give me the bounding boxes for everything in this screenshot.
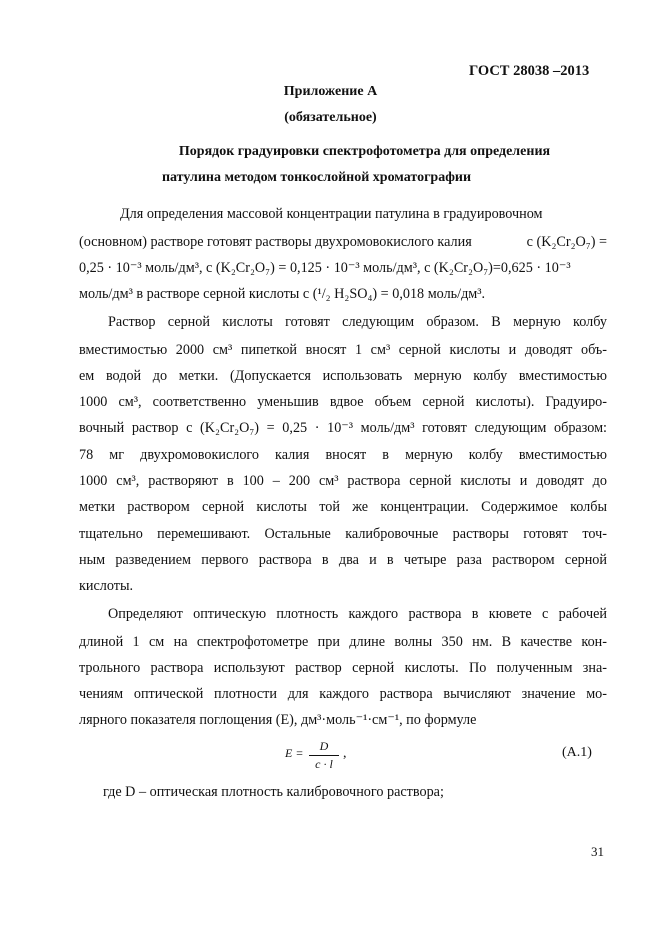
p3-line3: трольного раствора используют раствор серной кислоты. По полученным зна-	[79, 660, 607, 676]
p1-line1: Для определения массовой концентрации патулина в градуировочном	[120, 206, 543, 222]
p2-line5: вочный раствор c (K₂Cr₂O₇) = 0,25 · 10⁻³ моль/дм³ готовят следующим образом:	[79, 420, 607, 436]
p1-line3: 0,25 · 10⁻³ моль/дм³, c (K₂Cr₂O₇) = 0,125 · 10⁻³ моль/дм³, c (K₂Cr₂O₇)=0,625 · 10⁻³	[79, 260, 571, 276]
p2-line4: 1000 см³, соответственно уменьшив вдвое объем серной кислоты). Градуиро-	[79, 394, 607, 410]
formula-denominator: c · l	[315, 757, 333, 771]
p2-line10: ным разведением первого раствора в два и в четыре раза раствором серной	[79, 552, 607, 568]
p1-line2-text: (основном) растворе готовят растворы двухромовокислого калия	[79, 234, 472, 250]
section-title-line2: патулина методом тонкослойной хроматографии	[161, 170, 472, 185]
p2-line3: ем водой до метки. (Допускается использовать мерную колбу вместимостью	[79, 368, 607, 384]
p1-line2-formula: c (K₂Cr₂O₇) =	[526, 234, 607, 250]
section-title-line1: Порядок градуировки спектрофотометра для определения	[178, 144, 551, 159]
p3-line5: лярного показателя поглощения (E), дм³·моль⁻¹·см⁻¹, по формуле	[79, 712, 477, 728]
p3-line2: длиной 1 см на спектрофотометре при длине волны 350 нм. В качестве кон-	[79, 634, 607, 650]
formula-numerator: D	[309, 739, 339, 756]
p2-line6: 78 мг двухромовокислого калия вносят в мерную колбу вместимостью	[79, 447, 607, 463]
standard-number: ГОСТ 28038 –2013	[469, 63, 590, 79]
appendix-status: (обязательное)	[284, 110, 377, 125]
page-number: 31	[591, 844, 604, 859]
formula-fraction	[309, 739, 339, 772]
p2-line2: вместимостью 2000 см³ пипеткой вносят 1 см³ серной кислоты и доводят объ-	[79, 342, 607, 358]
appendix-title: Приложение А	[283, 84, 378, 99]
p2-line9: тщательно перемешивают. Остальные калибровочные растворы готовят точ-	[79, 526, 607, 542]
p3-line1: Определяют оптическую плотность каждого раствора в кювете с рабочей	[108, 606, 607, 622]
formula-lhs: E =	[285, 746, 304, 760]
p1-line4: моль/дм³ в растворе серной кислоты c (¹/₂ H₂SO₄) = 0,018 моль/дм³.	[79, 286, 486, 302]
p1-line2	[79, 232, 607, 252]
p2-line8: метки раствором серной кислоты той же концентрации. Содержимое колбы	[79, 499, 607, 515]
formula-trail: ,	[343, 746, 347, 761]
p2-line11: кислоты.	[79, 578, 134, 594]
p2-line1: Раствор серной кислоты готовят следующим образом. В мерную колбу	[108, 314, 607, 330]
p2-line7: 1000 см³, растворяют в 100 – 200 см³ раствора серной кислоты и доводят до	[79, 473, 607, 489]
p3-line4: чениям оптической плотности для каждого раствора вычисляют значение мо-	[79, 686, 607, 702]
where-line: где D – оптическая плотность калибровочного раствора;	[103, 784, 444, 800]
formula-number: (А.1)	[562, 745, 592, 760]
